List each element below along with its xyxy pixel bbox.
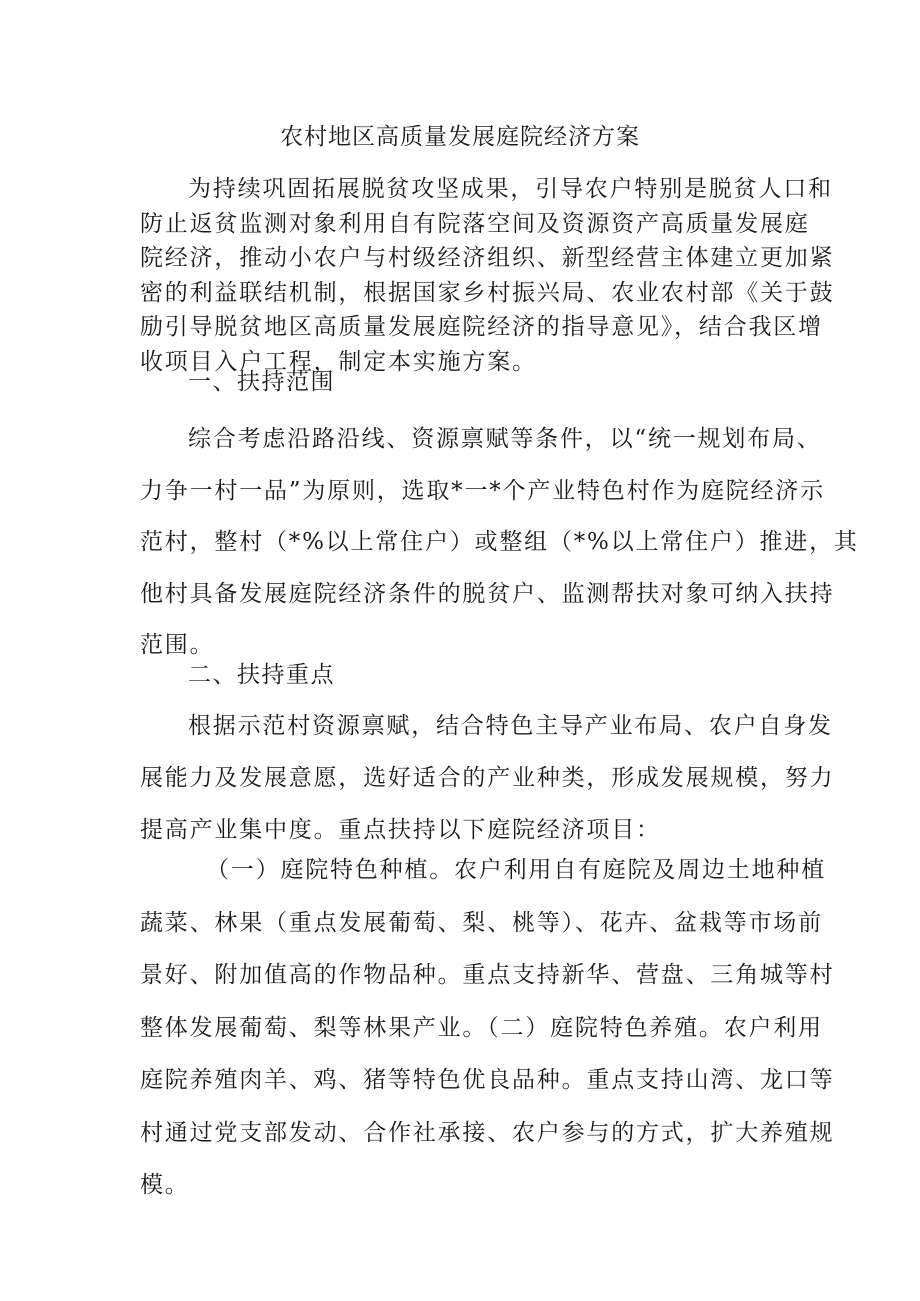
section2-heading-text: 二、扶持重点: [188, 662, 335, 688]
intro-line: 励引导脱贫地区高质量发展庭院经济的指导意见》，结合我区增: [140, 314, 823, 340]
section1-line: 范村，整村（*%以上常住户）或整组（*%以上常住户）推进，其: [140, 529, 859, 555]
section1-heading-text: 一、扶持范围: [188, 369, 335, 395]
section2-item-line: 整体发展葡萄、梨等林果产业。（二）庭院特色养殖。农户利用: [140, 1014, 823, 1041]
section2-item-line: 村通过党支部发动、合作社承接、农户参与的方式，扩大养殖规: [140, 1119, 835, 1146]
intro-line: 防止返贫监测对象利用自有院落空间及资源资产高质量发展庭: [140, 210, 810, 237]
document-title: 农村地区高质量发展庭院经济方案: [280, 124, 640, 150]
section2-line: 根据示范村资源禀赋，结合特色主导产业布局、农户自身发: [188, 713, 833, 739]
section2-item-line: 景好、附加值高的作物品种。重点支持新华、营盘、三角城等村: [140, 962, 835, 988]
intro-line: 密的利益联结机制，根据国家乡村振兴局、农业农村部《关于鼓: [140, 279, 835, 306]
section1-line: 范围。: [140, 632, 215, 658]
section2-line: 提高产业集中度。重点扶持以下庭院经济项目：: [140, 817, 661, 843]
intro-line: 收项目入户工程，制定本实施方案。: [140, 348, 537, 375]
section2-item-line: 蔬菜、林果（重点发展葡萄、梨、桃等）、花卉、盆栽等市场前: [140, 909, 823, 936]
section2-item-line: 模。: [140, 1172, 190, 1198]
intro-line: 院经济，推动小农户与村级经济组织、新型经营主体建立更加紧: [140, 245, 835, 271]
section2-item-line: 庭院养殖肉羊、鸡、猪等特色优良品种。重点支持山湾、龙口等: [140, 1067, 835, 1093]
section2-items-paragraph: [140, 844, 835, 1212]
section1-heading: [140, 365, 785, 399]
section1-paragraph: [140, 414, 859, 672]
section2-heading: [140, 658, 785, 692]
section2-item-line: （一）庭院特色种植。农户利用自有庭院及周边土地种植: [206, 857, 826, 883]
section1-line: 力争一村一品”为原则，选取*一*个产业特色村作为庭院经济示: [140, 477, 825, 504]
section2-line: 展能力及发展意愿，选好适合的产业种类，形成发展规模，努力: [140, 765, 835, 791]
section1-line: 他村具备发展庭院经济条件的脱贫户、监测帮扶对象可纳入扶持: [140, 580, 835, 607]
intro-paragraph: [140, 172, 835, 379]
section1-line: 综合考虑沿路沿线、资源禀赋等条件，以“统一规划布局、: [188, 426, 822, 452]
intro-line: 为持续巩固拓展脱贫攻坚成果，引导农户特别是脱贫人口和: [188, 176, 833, 202]
section2-paragraph: [140, 700, 835, 856]
